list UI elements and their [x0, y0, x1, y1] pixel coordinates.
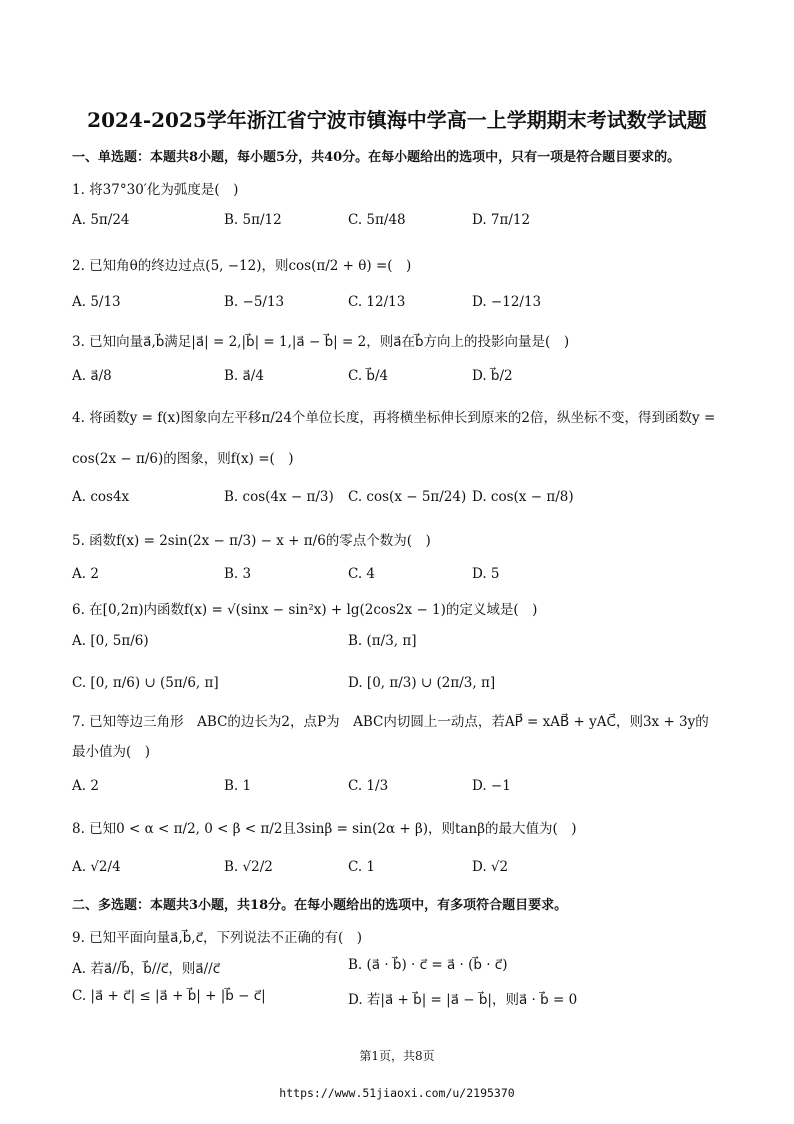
- question-9-option-a: A. 若a⃗//b⃗，b⃗//c⃗，则a⃗//c⃗: [72, 961, 221, 977]
- question-9-stem: 9. 已知平面向量a⃗,b⃗,c⃗，下列说法不正确的有( ): [72, 930, 363, 946]
- question-8-option-a: A. √2/4: [72, 859, 121, 875]
- question-1-option-c: C. 5π/48: [348, 212, 406, 228]
- question-8-option-c: C. 1: [348, 859, 376, 875]
- page-title: 2024-2025学年浙江省宁波市镇海中学高一上学期期末考试数学试题: [87, 108, 707, 132]
- question-1-option-a: A. 5π/24: [72, 212, 130, 228]
- question-4-stem-line2: cos(2x − π/6)的图象，则f(x) =( ): [72, 451, 294, 467]
- question-7-option-b: B. 1: [224, 778, 252, 794]
- question-7-option-c: C. 1/3: [348, 778, 389, 794]
- question-6-option-a: A. [0, 5π/6): [72, 633, 149, 649]
- question-9-option-c: C. |a⃗ + c⃗| ≤ |a⃗ + b⃗| + |b⃗ − c⃗|: [72, 988, 266, 1004]
- question-1-stem: 1. 将37°30′化为弧度是( ): [72, 182, 239, 198]
- question-7-option-a: A. 2: [72, 778, 99, 794]
- question-9-option-d: D. 若|a⃗ + b⃗| = |a⃗ − b⃗|，则a⃗ · b⃗ = 0: [348, 992, 578, 1008]
- question-6-stem: 6. 在[0,2π)内函数f(x) = √(sinx − sin²x) + lg(2cos2x − 1)的定义域是( ): [72, 602, 538, 618]
- question-5-option-a: A. 2: [72, 566, 99, 582]
- question-9-option-b: B. (a⃗ · b⃗) · c⃗ = a⃗ · (b⃗ · c⃗): [348, 957, 508, 973]
- question-6-option-b: B. (π/3, π]: [348, 633, 417, 649]
- question-6-option-d: D. [0, π/3) ∪ (2π/3, π]: [348, 675, 496, 691]
- question-7-option-d: D. −1: [472, 778, 511, 794]
- page-footer: 第1页，共8页: [359, 1049, 435, 1063]
- section-heading-multiple-choice: 二、多选题：本题共3小题，共18分。在每小题给出的选项中，有多项符合题目要求。: [72, 898, 568, 913]
- question-6-option-c: C. [0, π/6) ∪ (5π/6, π]: [72, 675, 219, 691]
- question-4-option-a: A. cos4x: [72, 489, 130, 505]
- question-5-option-c: C. 4: [348, 566, 376, 582]
- question-5-option-d: D. 5: [472, 566, 500, 582]
- question-4-option-c: C. cos(x − 5π/24): [348, 489, 467, 505]
- question-8-stem: 8. 已知0 < α < π/2, 0 < β < π/2且3sinβ = sin(2α + β)，则tanβ的最大值为( ): [72, 821, 577, 837]
- question-3-option-b: B. a⃗/4: [224, 368, 264, 384]
- question-3-option-d: D. b⃗/2: [472, 368, 513, 384]
- question-2-option-d: D. −12/13: [472, 294, 542, 310]
- question-1-option-b: B. 5π/12: [224, 212, 282, 228]
- question-7-stem-line1: 7. 已知等边三角形 ABC的边长为2，点P为 ABC内切圆上一动点，若AP⃗ = xAB⃗ + yAC⃗，则3x + 3y的: [72, 714, 709, 730]
- question-5-stem: 5. 函数f(x) = 2sin(2x − π/3) − x + π/6的零点个数为( ): [72, 533, 431, 549]
- question-7-stem-line2: 最小值为( ): [72, 744, 151, 760]
- question-5-option-b: B. 3: [224, 566, 252, 582]
- question-8-option-d: D. √2: [472, 859, 509, 875]
- question-2-option-a: A. 5/13: [72, 294, 121, 310]
- watermark-url: https://www.51jiaoxi.com/u/2195370: [279, 1086, 515, 1100]
- question-3-stem: 3. 已知向量a⃗,b⃗满足|a⃗| = 2,|b⃗| = 1,|a⃗ − b⃗| = 2，则a⃗在b⃗方向上的投影向量是( ): [72, 334, 570, 350]
- question-8-option-b: B. √2/2: [224, 859, 273, 875]
- question-2-stem: 2. 已知角θ的终边过点(5, −12)，则cos(π/2 + θ) =( ): [72, 258, 412, 274]
- question-1-option-d: D. 7π/12: [472, 212, 531, 228]
- question-3-option-c: C. b⃗/4: [348, 368, 389, 384]
- question-2-option-b: B. −5/13: [224, 294, 285, 310]
- question-2-option-c: C. 12/13: [348, 294, 406, 310]
- question-3-option-a: A. a⃗/8: [72, 368, 112, 384]
- section-heading-single-choice: 一、单选题：本题共8小题，每小题5分，共40分。在每小题给出的选项中，只有一项是符合题目要求的。: [72, 150, 681, 165]
- question-4-option-d: D. cos(x − π/8): [472, 489, 574, 505]
- question-4-option-b: B. cos(4x − π/3): [224, 489, 334, 505]
- question-4-stem-line1: 4. 将函数y = f(x)图象向左平移π/24个单位长度，再将横坐标伸长到原来的2倍，纵坐标不变，得到函数y =: [72, 410, 716, 426]
